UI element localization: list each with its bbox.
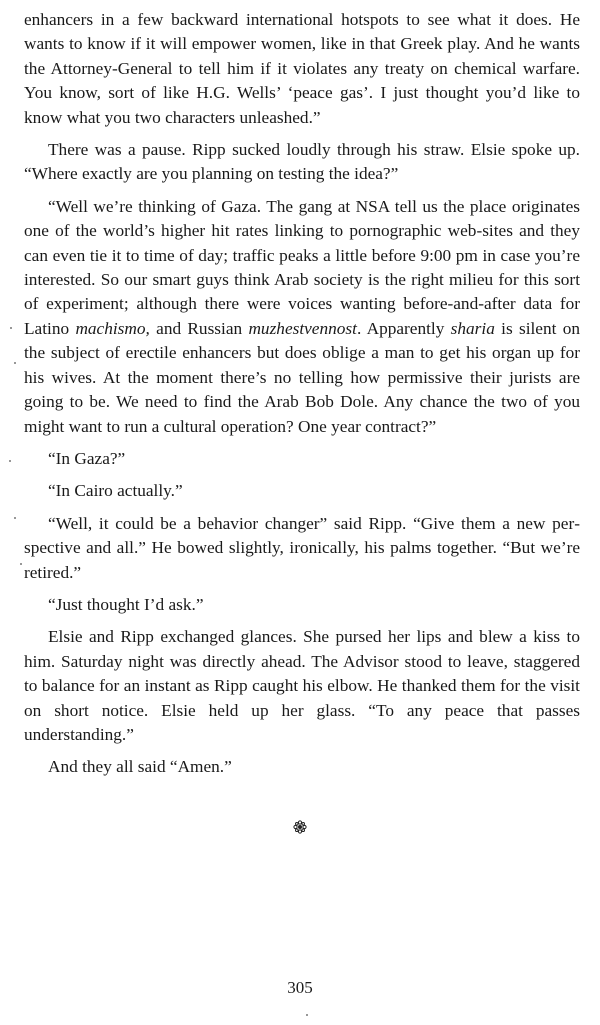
paragraph-3 (24, 195, 580, 439)
paragraph-9: And they all said “Amen.” (48, 757, 232, 777)
scan-speck (9, 460, 11, 462)
paragraph-4: “In Gaza?” (48, 448, 126, 468)
paragraph-6: “Well, it could be a behavior changer” said Ripp. “Give them a new perspective and all.” He bowed slightly, ironically, his palms together. “But we’re retired.” (24, 513, 580, 582)
paragraph-3-text-d: is silent on the subject of erectile enhancers but does oblige a man to get his organ up for his wives. At the moment there’s no telling how permissive their jurists are going to be. We need to find the Arab Bob Dole. Any chance the two of you might want to run a cultural operation? One year contract?” (24, 318, 581, 436)
scan-speck (306, 1014, 308, 1016)
book-page-text (24, 8, 580, 788)
paragraph-3-text: “Well we’re thinking of Gaza. The gang at NSA tell us the place originates one of the world’s higher hit rates linking to pornographic web-sites and they can even tie it to time of day; traffic peaks a little before 9:00 pm in case you’re interested. So our smart guys think Arab society is the right milieu for this sort of experiment; although there were voices wanting before-and-after data for Latino (24, 196, 580, 338)
paragraph-5: “In Cairo actually.” (48, 481, 183, 501)
italic-muzhestvennost: muzhestvennost (248, 318, 357, 338)
paragraph-3-text-c: . Apparently (356, 318, 445, 338)
paragraph-8: Elsie and Ripp exchanged glances. She pursed her lips and blew a kiss to him. Saturday night was directly ahead. The Advisor stood to leave, staggered to balance for an instant as Ripp caught his elbow. He thanked them for the visit on short notice. Elsie held up her glass. “To any peace that passes understanding.” (24, 627, 580, 744)
page-number: 305 (287, 978, 313, 997)
paragraph-7: “Just thought I’d ask.” (48, 594, 204, 614)
italic-sharia: sharia (450, 318, 495, 338)
paragraph-3-text-b: and Russian (156, 318, 243, 338)
flower-ornament-icon (0, 820, 600, 839)
paragraph-2: There was a pause. Ripp sucked loudly through his straw. Elsie spoke up. “Where exactly are you planning on testing the idea?” (24, 140, 580, 184)
paragraph-1: enhancers in a few backward international hotspots to see what it does. He wants to know if it will empower women, like in that Greek play. And he wants the Attorney-General to tell him if it violates any treaty on chemical warfare. You know, sort of like H.G. Wells’ ‘peace gas’. I just thought you’d like to know what you two characters unleashed.” (24, 10, 580, 127)
scan-speck (10, 327, 12, 329)
scan-speck (14, 517, 16, 519)
scan-speck (14, 362, 16, 364)
italic-machismo: machismo, (75, 318, 150, 338)
scan-speck (20, 563, 22, 565)
